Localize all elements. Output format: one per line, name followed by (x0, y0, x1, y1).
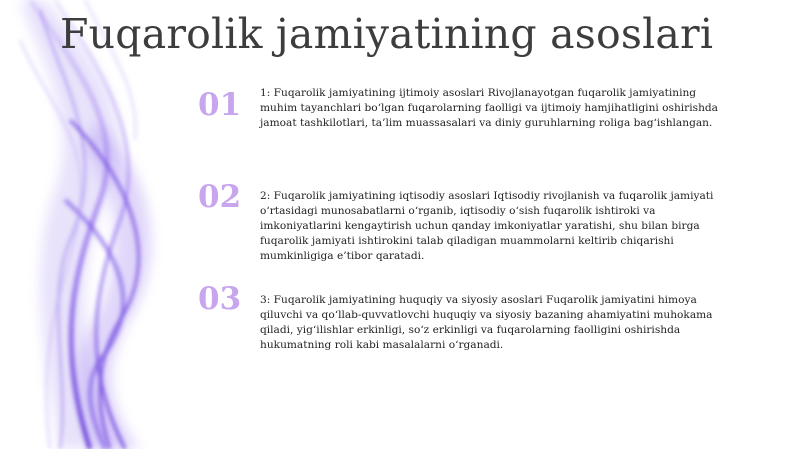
slide-title: Fuqarolik jamiyatining asoslari (60, 10, 714, 58)
item-text: 1: Fuqarolik jamiyatining ijtimoiy asoslari Rivojlanayotgan fuqarolik jamiyatining muhim tayanchlari bo‘lgan fuqarolarning faolligi va ijtimoiy hamjihatligini oshirishda jamoat tashkilotlari, ta’lim muassasalari va diniy guruhlarning roliga bag‘ishlangan. (260, 87, 718, 129)
item-text: 3: Fuqarolik jamiyatining huquqiy va siyosiy asoslari Fuqarolik jamiyatini himoya qiluvchi va qo‘llab-quvvatlovchi huquqiy va siyosiy bazaning ahamiyatini muhokama qiladi, yig‘ilishlar erkinligi, so‘z erkinligi va fuqarolarning faolligini oshirishda hukumatning roli kabi masalalarni o‘rganadi. (260, 294, 713, 351)
item-number: 03 (198, 281, 242, 317)
item-number: 02 (198, 179, 242, 215)
item-number: 01 (198, 87, 242, 123)
item-text: 2: Fuqarolik jamiyatining iqtisodiy asoslari Iqtisodiy rivojlanish va fuqarolik jamiyati o‘rtasidagi munosabatlarni o‘rganib, iqtisodiy o‘sish fuqarolik ishtiroki va imkoniyatlarini kengaytirish uchun qanday imkoniyatlar yaratishi, shu bilan birga fuqarolik jamiyati ishtirokini talab qiladigan muammolarni keltirib chiqarishi mumkinligiga e’tibor qaratadi. (260, 190, 714, 262)
